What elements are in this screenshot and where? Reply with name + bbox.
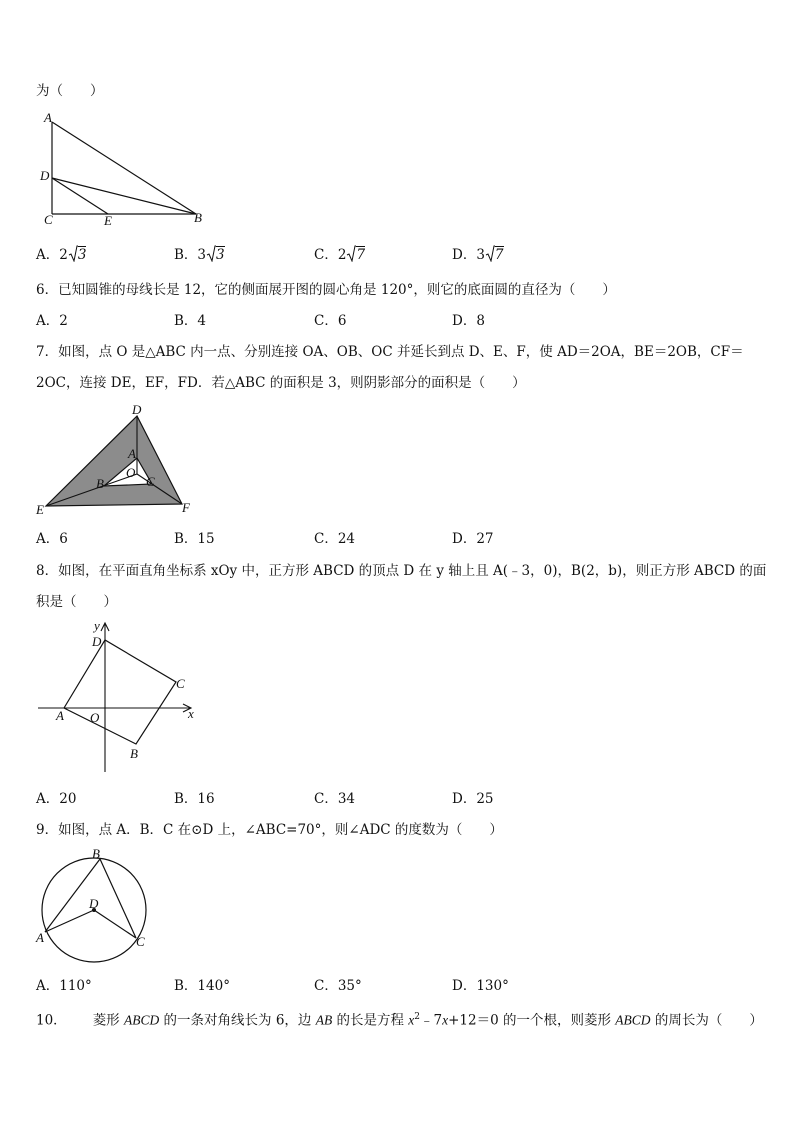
q7-label-E: E bbox=[36, 502, 44, 517]
q10-stem: 10． 菱形 ABCD 的一条对角线长为 6，边 AB 的长是方程 $x^2﹣7x+12=0$ 的一个根，则菱形 ABCD 的周长为（ ） bbox=[36, 1012, 763, 1029]
q9-label-A: A bbox=[36, 930, 44, 945]
q8-label-D: D bbox=[92, 634, 102, 649]
q7-figure bbox=[34, 402, 194, 520]
q8-label-x: x bbox=[188, 706, 194, 721]
q5-label-C: C bbox=[44, 212, 53, 227]
q8-option-c[interactable]: C．34 bbox=[314, 791, 356, 807]
q7-label-A: A bbox=[128, 446, 136, 461]
q7-label-O: O bbox=[126, 465, 136, 480]
q5-option-a[interactable]: A．2 3 bbox=[36, 244, 86, 264]
q8-stem-line1: 8．如图，在平面直角坐标系 xOy 中，正方形 ABCD 的顶点 D 在 y 轴上且 A(﹣3，0)，B(2，b)，则正方形 ABCD 的面 bbox=[36, 563, 767, 579]
q6-option-c[interactable]: C．6 bbox=[314, 313, 347, 329]
q7-stem-line2: 2OC，连接 DE，EF，FD．若△ABC 的面积是 3，则阴影部分的面积是（ ） bbox=[36, 375, 526, 391]
q8-label-A: A bbox=[56, 708, 64, 723]
q9-label-C: C bbox=[136, 934, 145, 949]
q5-label-A: A bbox=[44, 110, 52, 125]
q7-label-C: C bbox=[146, 474, 155, 489]
sqrt-icon bbox=[68, 244, 78, 264]
q8-label-y: y bbox=[94, 618, 100, 633]
q7-option-d[interactable]: D．27 bbox=[452, 531, 494, 547]
sqrt-icon bbox=[485, 244, 495, 264]
q5-label-E: E bbox=[104, 213, 112, 228]
q9-option-a[interactable]: A．110° bbox=[36, 978, 92, 994]
q9-label-D: D bbox=[89, 896, 99, 911]
q5-label-D: D bbox=[40, 168, 50, 183]
q7-option-a[interactable]: A．6 bbox=[36, 531, 68, 547]
q8-label-C: C bbox=[176, 676, 185, 691]
q5-option-b[interactable]: B．3 3 bbox=[174, 244, 225, 264]
q8-option-b[interactable]: B．16 bbox=[174, 791, 215, 807]
q9-figure bbox=[34, 846, 154, 970]
q6-option-d[interactable]: D．8 bbox=[452, 313, 485, 329]
q7-label-D: D bbox=[132, 402, 142, 417]
q9-stem: 9．如图，点 A．B．C 在⊙D 上，∠ABC=70°，则∠ADC 的度数为（ ） bbox=[36, 822, 503, 838]
sqrt-icon bbox=[346, 244, 356, 264]
q7-option-c[interactable]: C．24 bbox=[314, 531, 356, 547]
q5-figure bbox=[36, 108, 216, 228]
q10-number: 10． bbox=[36, 1012, 67, 1029]
q7-label-B: B bbox=[96, 476, 104, 491]
q8-figure bbox=[34, 618, 204, 778]
q5-option-d[interactable]: D．3 7 bbox=[452, 244, 504, 264]
q9-option-d[interactable]: D．130° bbox=[452, 978, 509, 994]
q9-option-b[interactable]: B．140° bbox=[174, 978, 230, 994]
q8-label-B: B bbox=[130, 746, 138, 761]
sqrt-icon bbox=[206, 244, 216, 264]
q6-option-b[interactable]: B．4 bbox=[174, 313, 207, 329]
q7-label-F: F bbox=[182, 500, 190, 515]
q7-option-b[interactable]: B．15 bbox=[174, 531, 215, 547]
q5-stem-tail: 为（ ） bbox=[36, 83, 104, 99]
q8-label-O: O bbox=[90, 710, 100, 725]
q6-option-a[interactable]: A．2 bbox=[36, 313, 68, 329]
q8-option-d[interactable]: D．25 bbox=[452, 791, 494, 807]
q8-option-a[interactable]: A．20 bbox=[36, 791, 77, 807]
q9-label-B: B bbox=[92, 846, 100, 861]
q5-option-c[interactable]: C．2 7 bbox=[314, 244, 365, 264]
q6-stem: 6．已知圆锥的母线长是 12，它的侧面展开图的圆心角是 120°，则它的底面圆的直径为（ ） bbox=[36, 282, 616, 298]
q8-stem-line2: 积是（ ） bbox=[36, 594, 117, 610]
q7-stem-line1: 7．如图，点 O 是△ABC 内一点、分别连接 OA、OB、OC 并延长到点 D、E、F，使 AD＝2OA，BE＝2OB，CF＝ bbox=[36, 344, 744, 360]
q9-option-c[interactable]: C．35° bbox=[314, 978, 362, 994]
q5-label-B: B bbox=[194, 210, 202, 225]
